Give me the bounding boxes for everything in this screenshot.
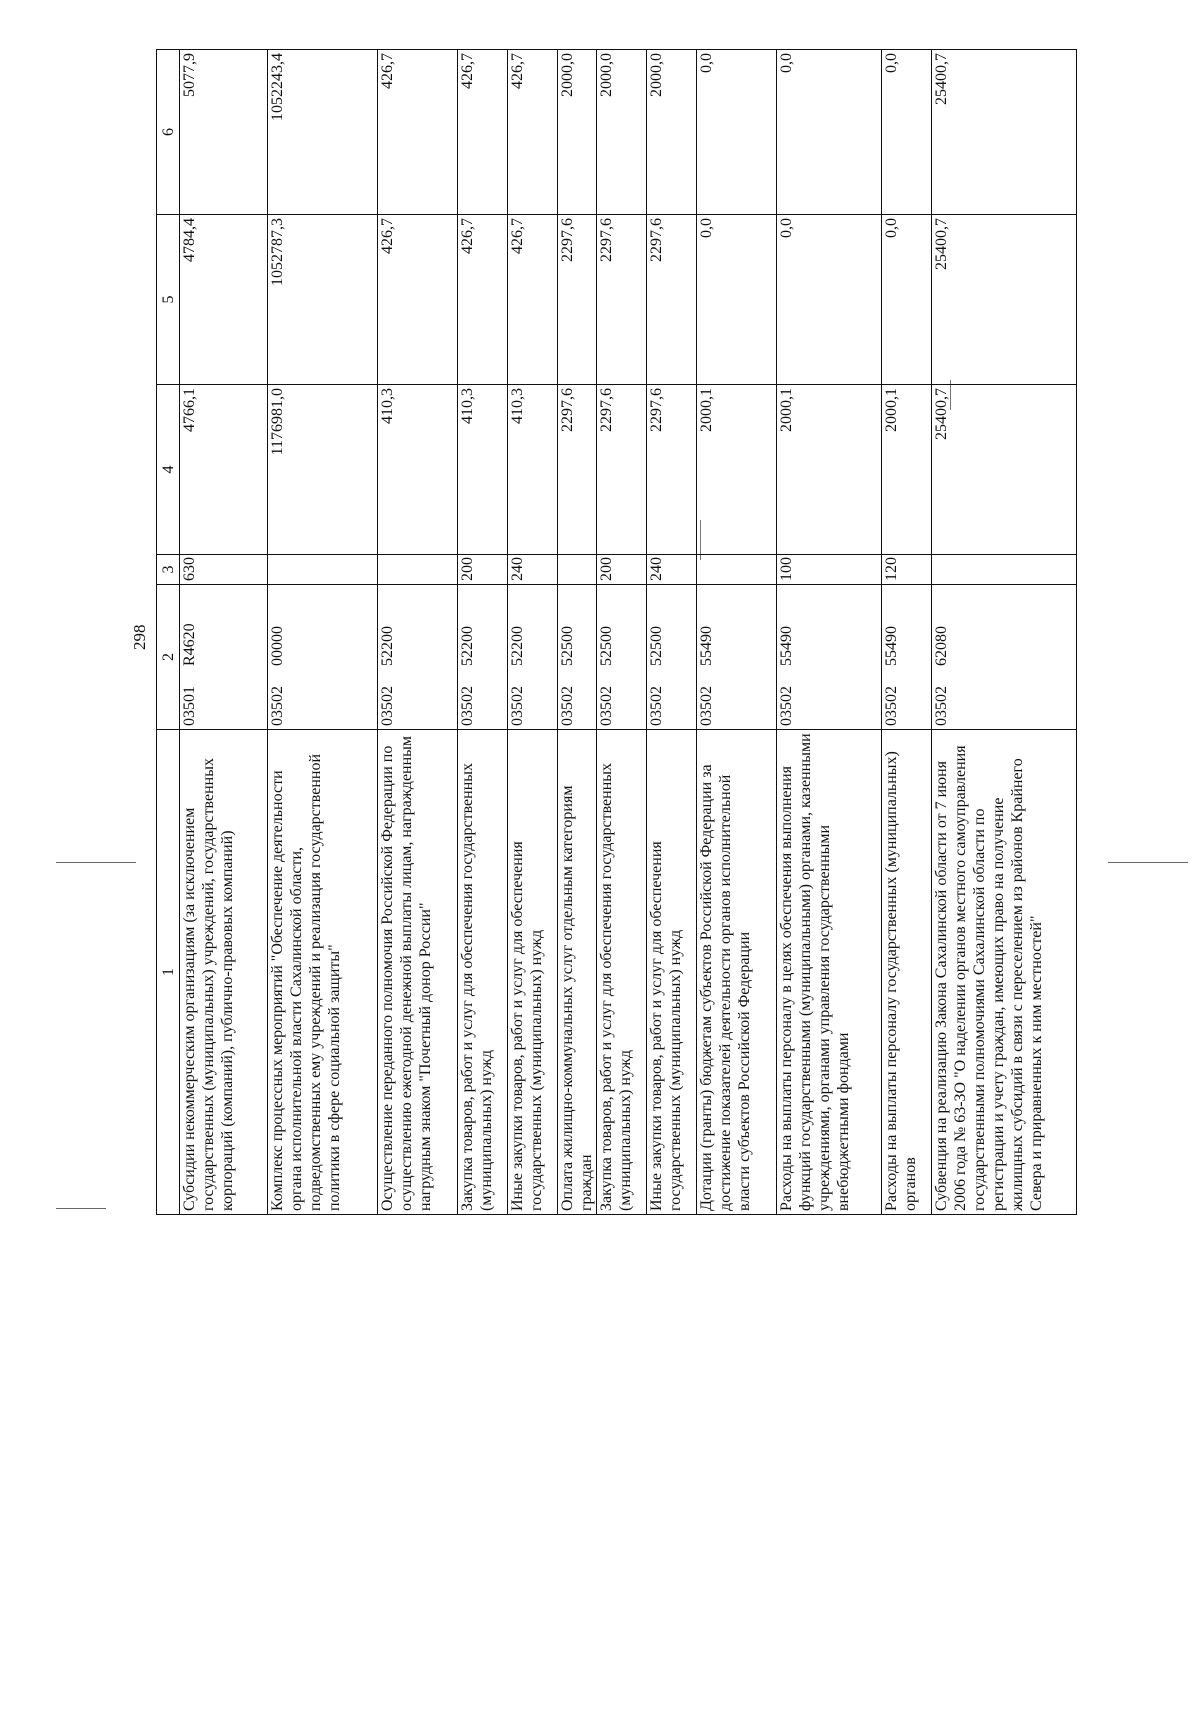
value-col4: 410,3 [378,385,458,555]
value-col5: 4784,4 [180,215,268,385]
code-item: R4620 [181,623,198,666]
expense-name: Дотации (гранты) бюджетам субъектов Российской Федерации за достижение показателей деятельности органов исполнительной власти субъектов Российской Федерации [697,730,777,1215]
expense-name: Закупка товаров, работ и услуг для обеспечения государственных (муниципальных) нужд [458,730,508,1215]
expense-type: 240 [647,555,697,585]
budget-table [156,49,1077,1215]
code-section: 03502 [698,686,715,726]
table-header-row [157,50,180,1215]
expense-name: Субсидии некоммерческим организациям (за исключением государственных (муниципальных) учреждений, государственных корпораций (компаний), публично-правовых компаний) [180,730,268,1215]
expense-code [597,585,647,730]
table-row [597,50,647,1215]
code-section: 03502 [459,686,476,726]
expense-code [932,585,1077,730]
expense-name: Закупка товаров, работ и услуг для обеспечения государственных (муниципальных) нужд [597,730,647,1215]
code-item: 55490 [883,626,900,666]
value-col4: 2297,6 [597,385,647,555]
expense-type: 120 [882,555,932,585]
expense-name: Иные закупки товаров, работ и услуг для обеспечения государственных (муниципальных) нужд [508,730,558,1215]
value-col6: 426,7 [378,50,458,215]
expense-type [268,555,378,585]
table-row [647,50,697,1215]
column-header: 6 [157,50,180,215]
expense-type: 240 [508,555,558,585]
code-item: 52200 [379,626,396,666]
value-col6: 0,0 [777,50,882,215]
expense-name: Осуществление переданного полномочия Российской Федерации по осуществлению ежегодной денежной выплаты лицам, награжденным нагрудным знаком "Почетный донор России" [378,730,458,1215]
expense-name: Расходы на выплаты персоналу в целях обеспечения выполнения функций государственными (муниципальными) органами, казенными учреждениями, органами управления государственными внебюджетными фондами [777,730,882,1215]
expense-code [508,585,558,730]
page-number: 298 [130,624,149,650]
value-col5: 426,7 [458,215,508,385]
table-row [777,50,882,1215]
table-row [378,50,458,1215]
value-col4: 410,3 [508,385,558,555]
expense-type: 200 [597,555,647,585]
expense-code [378,585,458,730]
expense-name: Оплата жилищно-коммунальных услуг отдельным категориям граждан [558,730,597,1215]
value-col6: 2000,0 [597,50,647,215]
expense-code [777,585,882,730]
code-section: 03502 [559,686,576,726]
value-col6: 426,7 [458,50,508,215]
code-section: 03502 [778,686,795,726]
value-col5: 0,0 [777,215,882,385]
table-row [932,50,1077,1215]
code-item: 00000 [269,626,286,666]
value-col4: 2000,1 [882,385,932,555]
value-col6: 0,0 [882,50,932,215]
expense-type: 200 [458,555,508,585]
code-item: 55490 [698,626,715,666]
code-section: 03501 [181,686,198,726]
expense-code [647,585,697,730]
value-col5: 426,7 [508,215,558,385]
value-col6: 1052243,4 [268,50,378,215]
expense-type [932,555,1077,585]
expense-name: Расходы на выплаты персоналу государственных (муниципальных) органов [882,730,932,1215]
expense-code [180,585,268,730]
scan-artifact-line [1108,862,1188,863]
code-item: 52500 [598,626,615,666]
value-col6: 0,0 [697,50,777,215]
value-col4: 2297,6 [558,385,597,555]
value-col4: 25400,7 [932,385,1077,555]
expense-code [268,585,378,730]
code-item: 62080 [933,626,950,666]
value-col4: 1176981,0 [268,385,378,555]
expense-code [697,585,777,730]
table-row [882,50,932,1215]
expense-code [458,585,508,730]
value-col6: 5077,9 [180,50,268,215]
value-col4: 410,3 [458,385,508,555]
table-row [458,50,508,1215]
value-col5: 0,0 [697,215,777,385]
value-col6: 426,7 [508,50,558,215]
expense-type [378,555,458,585]
value-col5: 2297,6 [597,215,647,385]
value-col5: 2297,6 [558,215,597,385]
column-header: 1 [157,730,180,1215]
expense-name: Субвенция на реализацию Закона Сахалинской области от 7 июня 2006 года № 63-ЗО "О наделении органов местного самоуправления государственными полномочиями Сахалинской области по регистрации и учету граждан, имеющих право на получение жилищных субсидий в связи с переселением из районов Крайнего Севера и приравненных к ним местностей" [932,730,1077,1215]
table-row [697,50,777,1215]
code-section: 03502 [648,686,665,726]
value-col6: 2000,0 [558,50,597,215]
expense-code [558,585,597,730]
code-item: 55490 [778,626,795,666]
value-col6: 2000,0 [647,50,697,215]
code-section: 03502 [883,686,900,726]
scan-artifact-line [56,862,136,863]
code-section: 03502 [598,686,615,726]
column-header: 3 [157,555,180,585]
value-col5: 426,7 [378,215,458,385]
scan-artifact-line [56,1208,106,1209]
code-item: 52200 [459,626,476,666]
value-col5: 0,0 [882,215,932,385]
rotated-page [130,50,1120,1215]
column-header: 4 [157,385,180,555]
expense-type [697,555,777,585]
expense-name: Комплекс процессных мероприятий "Обеспечение деятельности органа исполнительной власти Сахалинской области, подведомственных ему учреждений и реализация государственной политики в сфере социальной защиты" [268,730,378,1215]
expense-type: 630 [180,555,268,585]
value-col4: 2000,1 [697,385,777,555]
value-col6: 25400,7 [932,50,1077,215]
table-row [180,50,268,1215]
expense-type [558,555,597,585]
code-section: 03502 [379,686,396,726]
value-col4: 2000,1 [777,385,882,555]
column-header: 2 [157,585,180,730]
table-row [268,50,378,1215]
column-header: 5 [157,215,180,385]
table-row [558,50,597,1215]
value-col5: 1052787,3 [268,215,378,385]
expense-type: 100 [777,555,882,585]
table-row [508,50,558,1215]
value-col4: 4766,1 [180,385,268,555]
expense-code [882,585,932,730]
code-section: 03502 [933,686,950,726]
value-col5: 25400,7 [932,215,1077,385]
code-item: 52500 [559,626,576,666]
code-item: 52500 [648,626,665,666]
value-col5: 2297,6 [647,215,697,385]
code-item: 52200 [509,626,526,666]
code-section: 03502 [509,686,526,726]
expense-name: Иные закупки товаров, работ и услуг для обеспечения государственных (муниципальных) нужд [647,730,697,1215]
value-col4: 2297,6 [647,385,697,555]
code-section: 03502 [269,686,286,726]
